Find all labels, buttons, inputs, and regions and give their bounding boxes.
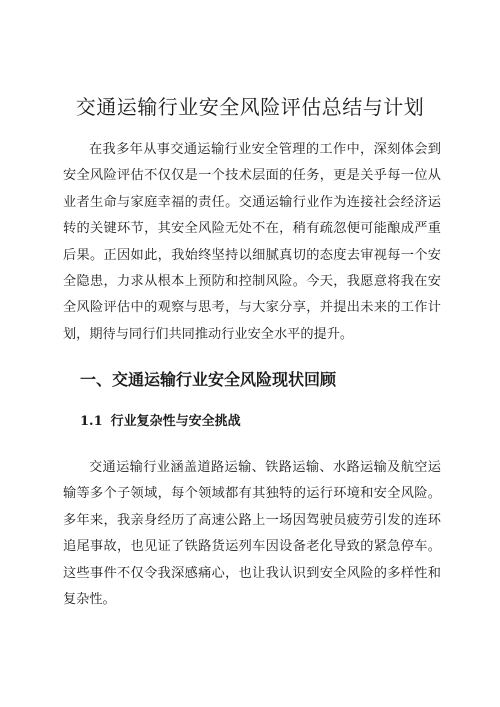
subsection-paragraph: 交通运输行业涵盖道路运输、铁路运输、水路运输及航空运输等多个子领域，每个领域都有其独特的运行环境和安全风险。多年来，我亲身经历了高速公路上一场因驾驶员疲劳引发的连环追尾事故，也见证了铁路货运列车因设备老化导致的紧急停车。这些事件不仅令我深感痛心，也让我认识到安全风险的多样性和复杂性。 (63, 460, 441, 608)
intro-paragraph: 在我多年从事交通运输行业安全管理的工作中，深刻体会到安全风险评估不仅仅是一个技术层面的任务，更是关乎每一位从业者生命与家庭幸福的责任。交通运输行业作为连接社会经济运转的关键环节，其安全风险无处不在，稍有疏忽便可能酿成严重后果。正因如此，我始终坚持以细腻真切的态度去审视每一个安全隐患，力求从根本上预防和控制风险。今天，我愿意将我在安全风险评估中的观察与思考，与大家分享，并提出未来的工作计划，期待与同行们共同推动行业安全水平的提升。 (63, 142, 441, 342)
subsection-number: 1.1 (80, 414, 103, 429)
subsection-title: 行业复杂性与安全挑战 (110, 414, 241, 429)
subsection-heading (80, 412, 241, 432)
section-heading: 一、交通运输行业安全风险现状回顾 (80, 370, 337, 389)
document-title: 交通运输行业安全风险评估总结与计划 (75, 95, 425, 119)
